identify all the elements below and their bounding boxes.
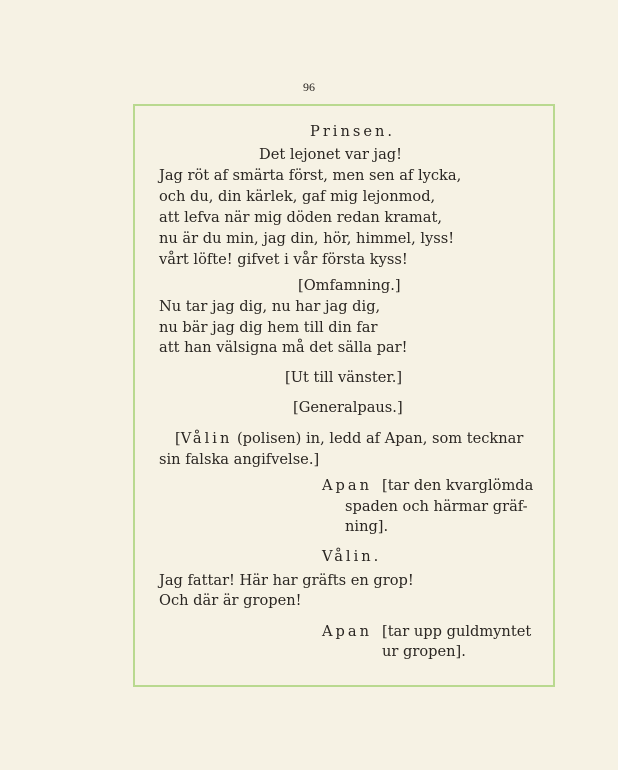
stage-direction: ur gropen].	[382, 643, 466, 660]
character-name: Vålin	[180, 430, 233, 447]
speaker-prinsen: Prinsen.	[310, 123, 396, 140]
verse-line: Nu tar jag dig, nu har jag dig,	[159, 298, 381, 315]
stage-direction: [Ut till vänster.]	[285, 369, 403, 386]
character-name: Apan	[322, 623, 372, 640]
verse-line: Det lejonet var jag!	[259, 146, 402, 163]
speaker-valin: Vålin.	[322, 548, 382, 565]
stage-direction: sin falska angifvelse.]	[159, 451, 320, 468]
stage-direction: [Generalpaus.]	[293, 399, 403, 416]
stage-direction: ning].	[345, 518, 389, 535]
verse-line: Jag röt af smärta först, men sen af lycka,	[159, 167, 462, 184]
page-number: 96	[303, 80, 315, 94]
verse-line: nu är du min, jag din, hör, himmel, lyss!	[159, 230, 455, 247]
stage-direction: [tar upp guldmyntet	[382, 623, 532, 640]
verse-line: att lefva när mig döden redan kramat,	[159, 209, 442, 226]
stage-direction: spaden och härmar gräf-	[345, 498, 528, 515]
verse-line: och du, din kärlek, gaf mig lejonmod,	[159, 188, 436, 205]
verse-line: nu bär jag dig hem till din far	[159, 319, 378, 336]
stage-direction	[175, 429, 523, 449]
verse-line: att han välsigna må det sälla par!	[159, 339, 408, 356]
stage-direction: [tar den kvarglömda	[382, 477, 534, 494]
verse-line: Och där är gropen!	[159, 592, 302, 609]
stage-direction: [Omfamning.]	[298, 277, 401, 294]
verse-line: Jag fattar! Här har gräfts en grop!	[159, 572, 414, 589]
verse-line: vårt löfte! gifvet i vår första kyss!	[159, 251, 408, 268]
character-name: Apan	[322, 477, 372, 494]
bracket: [	[175, 430, 181, 447]
direction-text: (polisen) in, ledd af Apan, som tecknar	[232, 430, 524, 447]
